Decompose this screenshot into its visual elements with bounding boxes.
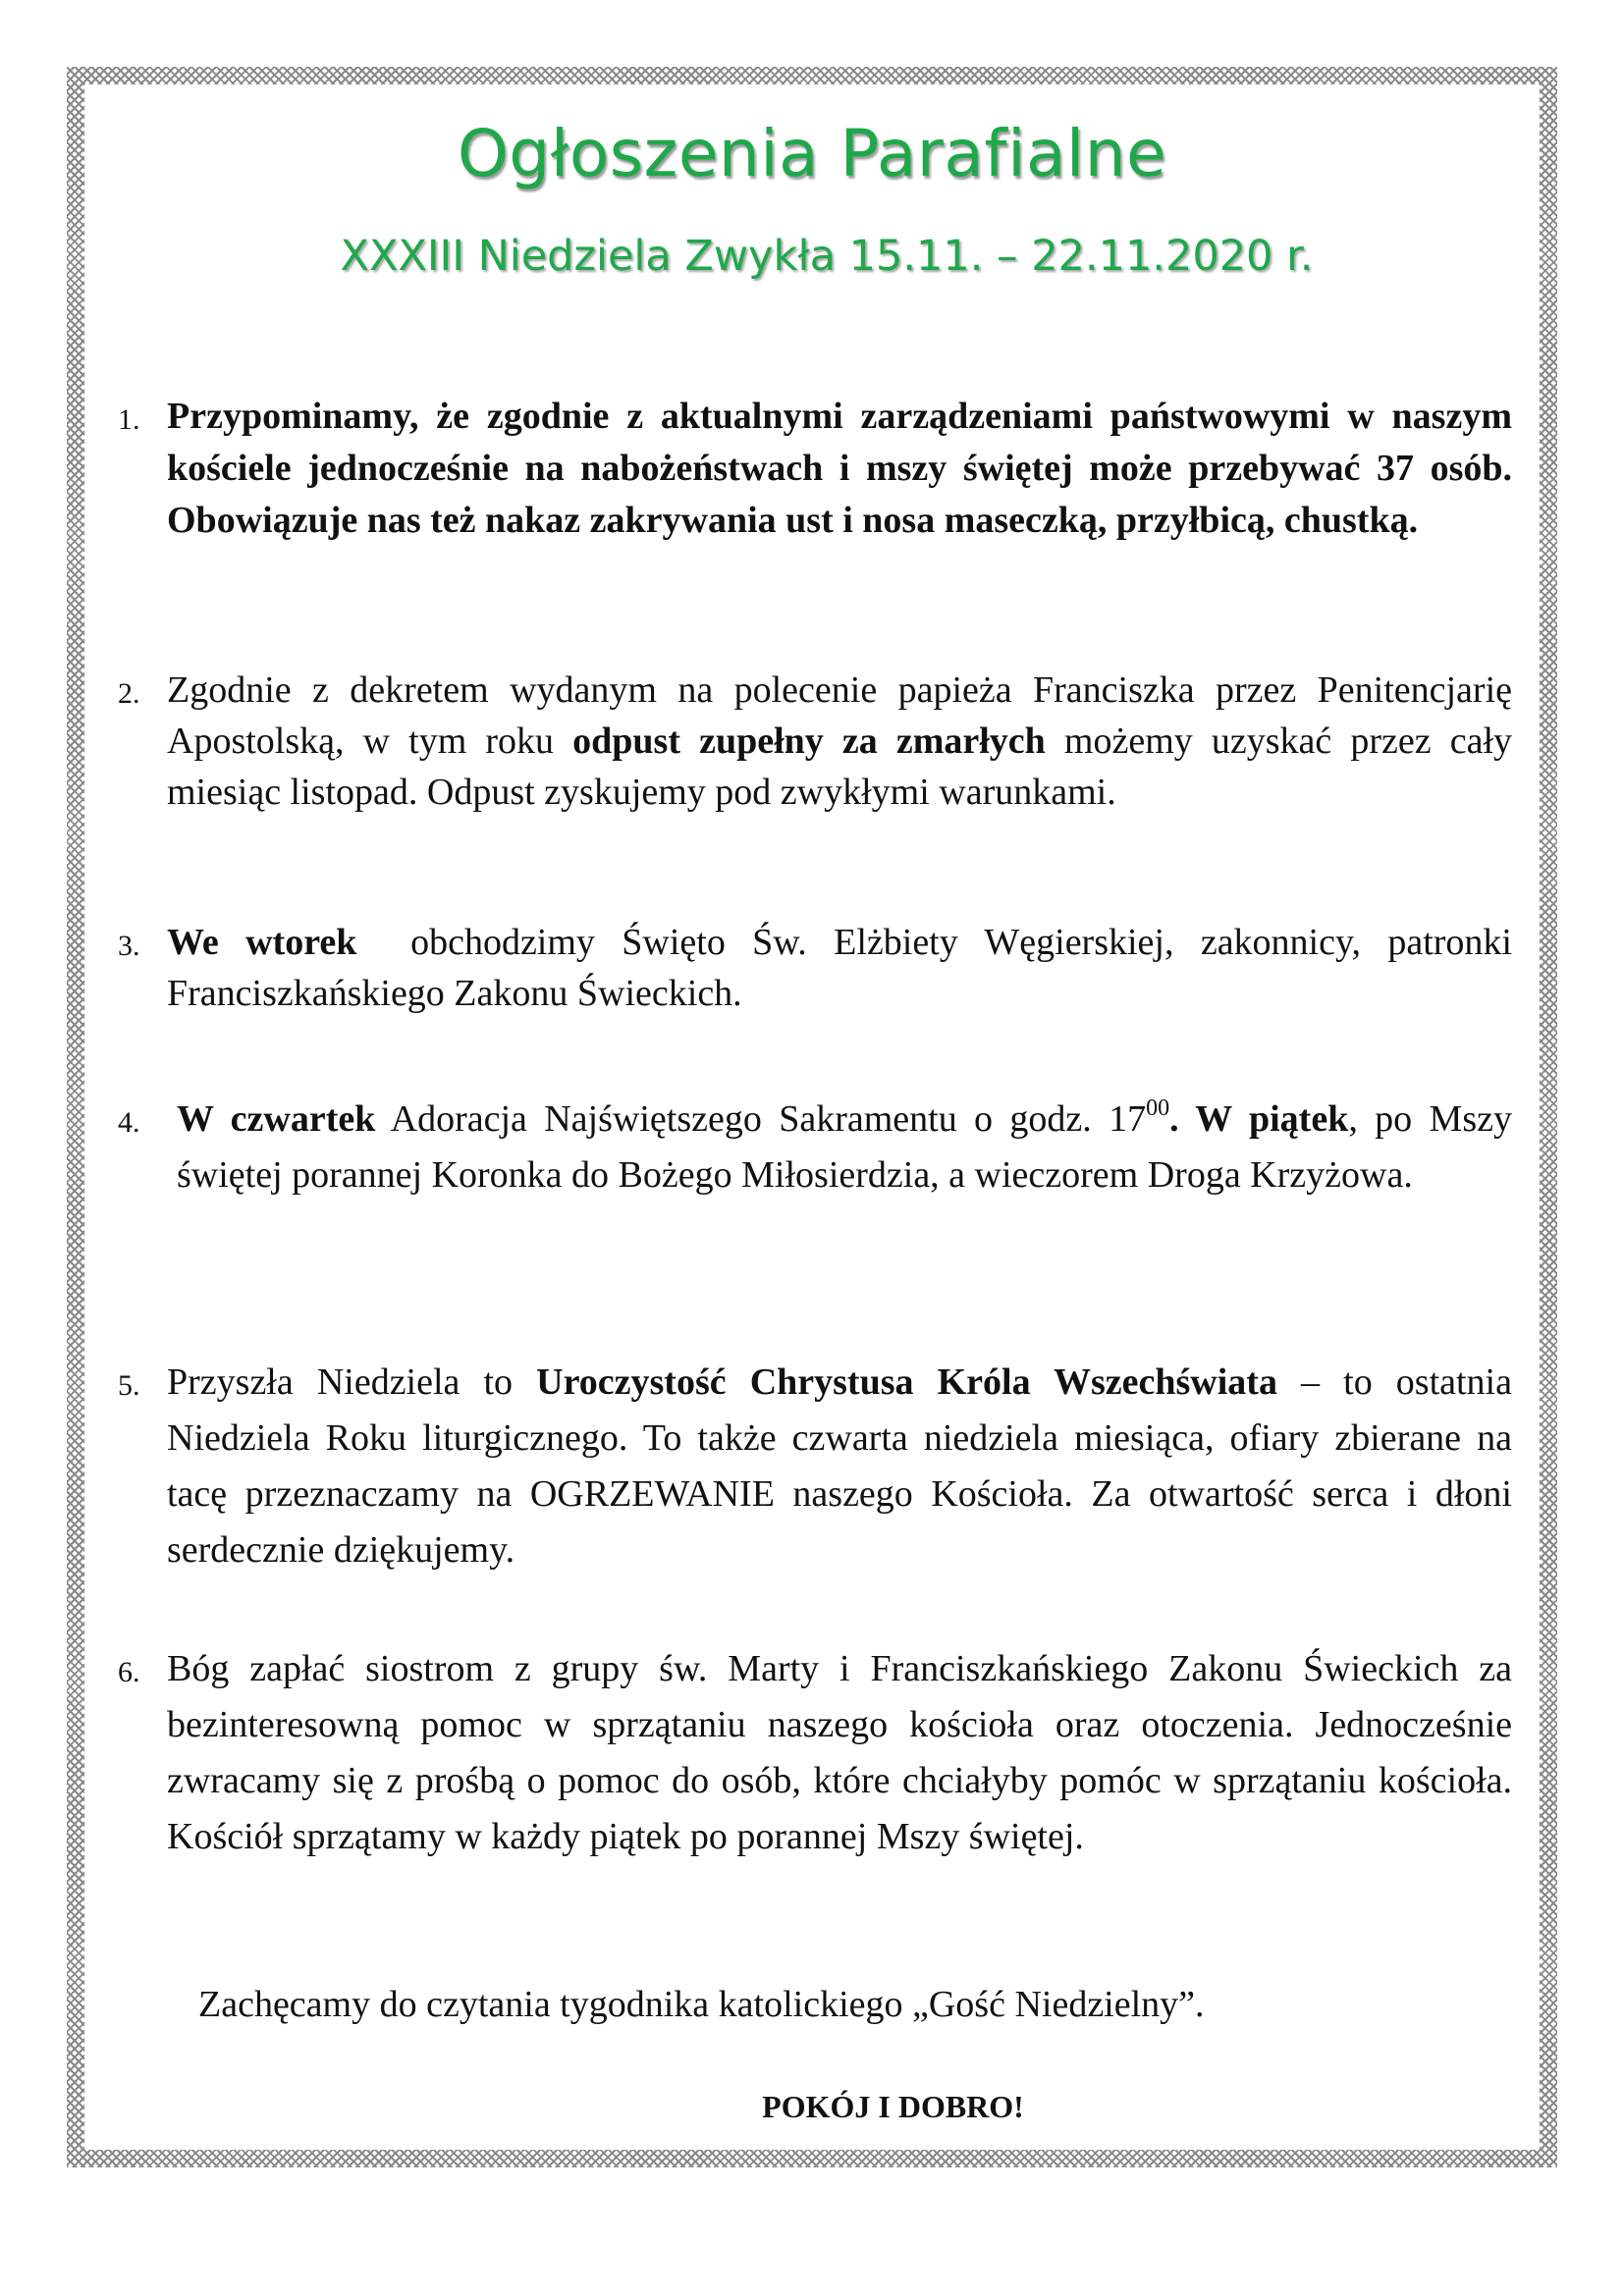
- item-text: – to ostatnia Niedziela Roku liturgicznego. To także czwarta niedziela miesiąca, ofiary zbierane na tacę przeznaczamy na OGRZEWANIE naszego Kościoła. Za otwartość serca i dłoni serdecznie dziękujemy.: [167, 1362, 1512, 1571]
- item-text: Bóg zapłać siostrom z grupy św. Marty i Franciszkańskiego Zakonu Świeckich za bezinteresowną pomoc w sprzątaniu naszego kościoła oraz otoczenia. Jednocześnie zwracamy się z prośbą o pomoc do osób, które chciałyby pomóc w sprzątaniu kościoła. Kościół sprzątamy w każdy piątek po porannej Mszy świętej.: [167, 1648, 1512, 1857]
- item-number: 1.: [118, 403, 140, 436]
- item-number: 2.: [118, 677, 140, 710]
- item-bold-text: odpust zupełny za zmarłych: [572, 721, 1046, 763]
- item-bold-text: W czwartek: [177, 1098, 376, 1140]
- item-number: 3.: [118, 930, 140, 962]
- item-bold-text: Uroczystość Chrystusa Króla Wszechświata: [536, 1362, 1277, 1403]
- announcement-item: [167, 665, 1512, 818]
- closing-note: Zachęcamy do czytania tygodnika katolickiego „Gość Niedzielny”.: [198, 1984, 1205, 2025]
- announcement-item: [167, 917, 1522, 1019]
- item-text: możemy uzyskać przez cały miesiąc listopad. Odpust zyskujemy pod zwykłymi warunkami.: [167, 721, 1513, 814]
- announcement-item: [167, 1092, 1512, 1203]
- item-text: Przyszła Niedziela to: [167, 1362, 537, 1403]
- item-bold-text: . W piątek: [1169, 1098, 1349, 1140]
- item-text: , po Mszy świętej porannej Koronka do Bożego Miłosierdzia, a wieczorem Droga Krzyżowa.: [177, 1098, 1512, 1196]
- item-text: Adoracja Najświętszego Sakramentu o godz. 17: [375, 1098, 1147, 1140]
- page-title: Ogłoszenia Parafialne: [457, 116, 1167, 191]
- page-subtitle: XXXIII Niedziela Zwykła 15.11. – 22.11.2020 r.: [340, 232, 1314, 281]
- item-text: Przypominamy, że zgodnie z aktualnymi zarządzeniami państwowymi w naszym kościele jednocześnie na nabożeństwach i mszy świętej może przebywać 37 osób. Obowiązuje nas też nakaz zakrywania ust i nosa maseczką, przyłbicą, chustką.: [167, 396, 1512, 542]
- announcement-item: [167, 391, 1512, 548]
- farewell-text: POKÓJ I DOBRO!: [762, 2089, 1024, 2124]
- item-bold-text: We wtorek: [167, 922, 357, 963]
- item-text: obchodzimy Święto Św. Elżbiety Węgierskiej, zakonnicy, patronki Franciszkańskiego Zakonu Świeckich.: [167, 922, 1522, 1015]
- item-text: Zgodnie z dekretem wydanym na polecenie papieża Franciszka przez Penitencjarię Apostolską, w tym roku: [167, 669, 1512, 763]
- item-number: 6.: [118, 1656, 140, 1688]
- item-number: 4.: [118, 1106, 140, 1139]
- announcement-item: [167, 1355, 1512, 1578]
- announcement-item: [167, 1641, 1512, 1865]
- item-superscript: 00: [1146, 1095, 1170, 1121]
- item-number: 5.: [118, 1369, 140, 1402]
